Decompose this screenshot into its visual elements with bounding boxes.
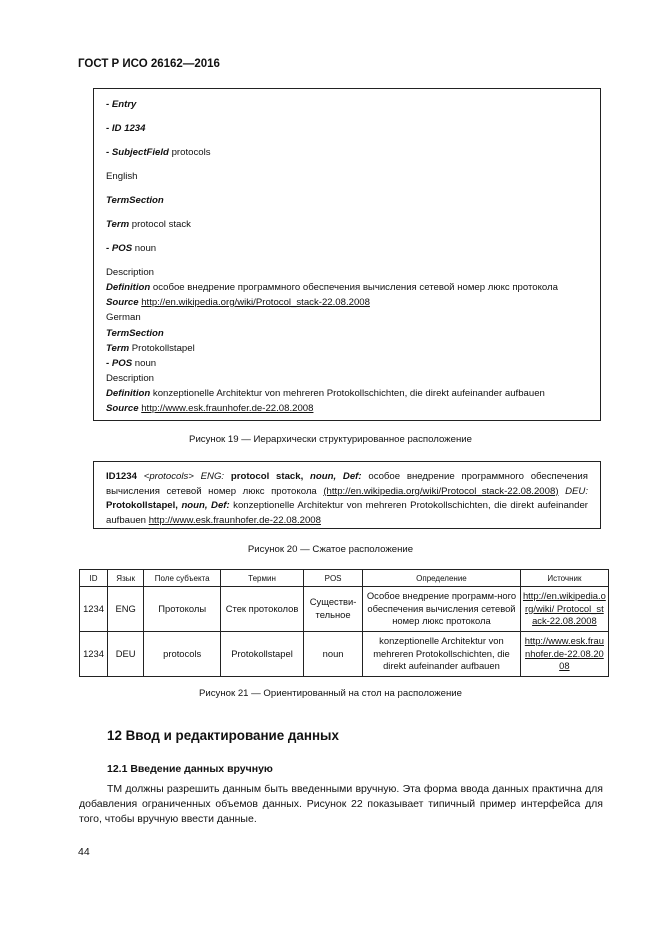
- f20-eng-term: protocol stack,: [230, 471, 304, 482]
- f20-deu-label: DEU:: [565, 485, 589, 497]
- definition-2-label: Definition: [106, 388, 151, 399]
- term-2-value: Protokollstapel: [129, 343, 195, 354]
- pos-2-label: - POS: [106, 358, 133, 369]
- termsection-2: [106, 328, 164, 339]
- figure-21-caption: Рисунок 21 — Ориентированный на стол на расположение: [198, 688, 463, 699]
- f20-eng-label: ENG:: [200, 471, 225, 482]
- pos-2-line: [106, 358, 156, 369]
- subjectfield-line: [106, 147, 211, 158]
- table-cell: 1234: [80, 587, 108, 632]
- subjectfield-label: - SubjectField: [106, 147, 169, 158]
- subjectfield-value: protocols: [168, 147, 211, 158]
- subsection-heading: 12.1 Введение данных вручную: [107, 763, 273, 775]
- table-cell: 1234: [80, 632, 108, 677]
- table-cell: DEU: [108, 632, 144, 677]
- section-heading: 12 Ввод и редактирование данных: [107, 728, 339, 743]
- termsection-1: [106, 195, 164, 206]
- id-label: - ID 1234: [106, 123, 146, 134]
- source-1-link[interactable]: http://en.wikipedia.org/wiki/Protocol_stack-22.08.2008: [141, 297, 370, 308]
- pos-1-label: - POS: [106, 243, 133, 254]
- f20-deu-noun: noun,: [181, 500, 208, 512]
- f20-eng-noun: noun,: [310, 471, 337, 482]
- source-2-link[interactable]: http://www.esk.fraunhofer.de-22.08.2008: [141, 403, 314, 414]
- f20-deu-source[interactable]: http://www.esk.fraunhofer.de-22.08.2008: [148, 514, 321, 526]
- page-number: 44: [78, 846, 90, 858]
- table-cell: Стек протоколов: [221, 587, 304, 632]
- language-english: English: [106, 171, 138, 182]
- table-row: [80, 587, 609, 632]
- body-paragraph: [79, 782, 603, 827]
- pos-1-value: noun: [132, 243, 157, 254]
- f20-id: ID1234: [106, 471, 137, 482]
- table-cell-link[interactable]: http://www.esk.fraunhofer.de-22.08.2008: [520, 632, 608, 677]
- definition-2-line: [106, 388, 545, 399]
- figure-19-caption: Рисунок 19 — Иерархически структурированное расположение: [189, 434, 472, 445]
- description-1: Description: [106, 267, 154, 278]
- f20-protocols: <protocols>: [143, 471, 194, 482]
- source-1-label: Source: [106, 297, 139, 308]
- pos-2-value: noun: [132, 358, 157, 369]
- pos-1-line: [106, 243, 156, 254]
- term-2-line: [106, 343, 195, 354]
- column-header: POS: [304, 570, 363, 587]
- table-cell: ENG: [108, 587, 144, 632]
- column-header: Поле субъекта: [144, 570, 221, 587]
- term-2-label: Term: [106, 343, 130, 354]
- entry-label: - Entry: [106, 99, 137, 110]
- entry-line: [106, 99, 136, 110]
- definition-1-line: [106, 282, 558, 293]
- table-cell: Protokollstapel: [221, 632, 304, 677]
- definition-1-label: Definition: [106, 282, 151, 293]
- figure-21-table: [79, 569, 609, 677]
- f20-eng-def: особое внедрение программного обеспечения вычисления сетевой номер люкс протокола: [106, 471, 588, 497]
- termsection-2-label: TermSection: [106, 328, 164, 339]
- column-header: ID: [80, 570, 108, 587]
- language-german: German: [106, 312, 141, 323]
- f20-deu-def-label: Def:: [211, 500, 230, 512]
- document-header: ГОСТ Р ИСО 26162—2016: [78, 58, 220, 70]
- source-1-line: [106, 297, 370, 308]
- figure-20-caption: Рисунок 20 — Сжатое расположение: [247, 544, 414, 555]
- term-1-line: [106, 219, 191, 230]
- table-cell: Существи-тельное: [304, 587, 363, 632]
- term-1-label: Term: [106, 219, 130, 230]
- table-cell-link[interactable]: http://en.wikipedia.org/wiki/ Protocol_stack-22.08.2008: [520, 587, 608, 632]
- figure-19-box: [93, 88, 601, 421]
- definition-1-value: особое внедрение программного обеспечения вычисления сетевой номер люкс протокола: [150, 282, 558, 293]
- table-cell: konzeptionelle Architektur von mehreren Protokollschichten, die direkt aufeinander aufbauen: [363, 632, 521, 677]
- termsection-1-label: TermSection: [106, 195, 164, 206]
- column-header: Источник: [520, 570, 608, 587]
- table-cell: Протоколы: [144, 587, 221, 632]
- table-row: [80, 632, 609, 677]
- f20-eng-def-label: Def:: [342, 471, 362, 482]
- table-cell: protocols: [144, 632, 221, 677]
- column-header: Язык: [108, 570, 144, 587]
- table-cell: noun: [304, 632, 363, 677]
- id-line: [106, 123, 145, 134]
- term-1-value: protocol stack: [129, 219, 191, 230]
- f20-deu-term: Protokollstapel,: [106, 500, 178, 512]
- figure-20-box: [93, 461, 601, 529]
- definition-2-value: konzeptionelle Architektur von mehreren Protokollschichten, die direkt aufeinander aufbauen: [150, 388, 545, 399]
- table-cell: Особое внедрение программ-ного обеспечения вычисления сетевой номер люкс протокола: [363, 587, 521, 632]
- column-header: Определение: [363, 570, 521, 587]
- table-header-row: [80, 570, 609, 587]
- f20-deu-def: konzeptionelle Architektur von mehreren Protokollschichten, die direkt aufeinander aufbauen: [106, 500, 589, 526]
- f20-eng-source[interactable]: (http://en.wikipedia.org/wiki/Protocol_stack-22.08.2008): [323, 485, 559, 497]
- column-header: Термин: [221, 570, 304, 587]
- source-2-label: Source: [106, 403, 139, 414]
- paragraph-text: ТМ должны разрешить данным быть введенными вручную. Эта форма ввода данных практична для добавления ограниченных объемов данных. Рисунок 22 показывает типичный пример интерфейса для того, чтобы вручную ввести данные.: [79, 783, 603, 825]
- source-2-line: [106, 403, 313, 414]
- description-2: Description: [106, 373, 154, 384]
